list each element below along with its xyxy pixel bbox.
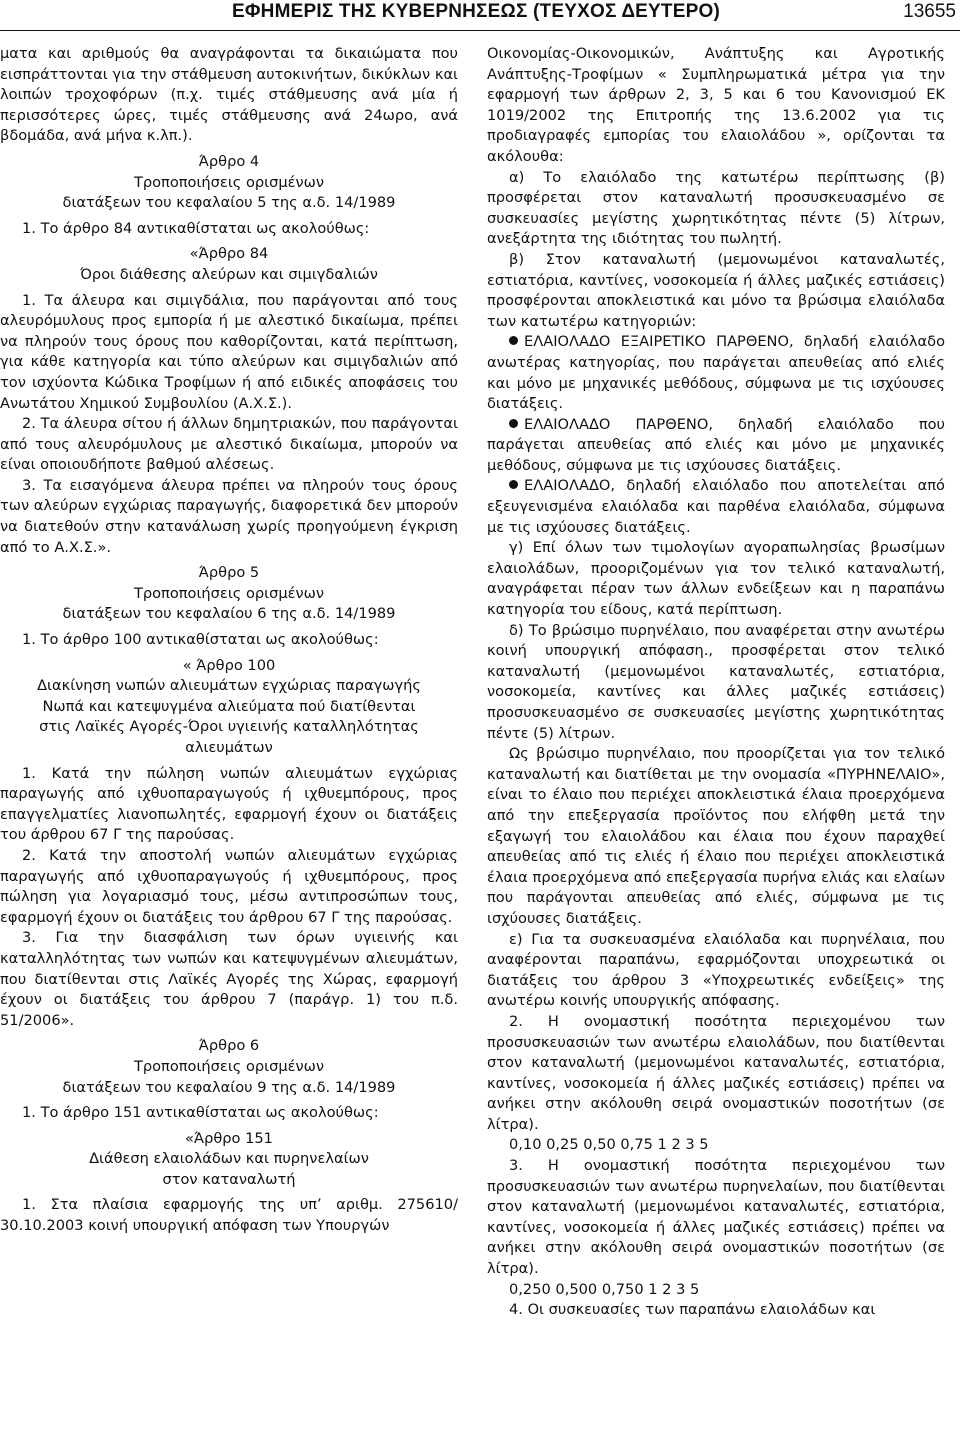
header-rule (0, 30, 960, 31)
article-subtitle: Διάθεση ελαιολάδων και πυρηνελαίων (89, 1150, 369, 1168)
article-title: Άρθρο 4 (198, 152, 260, 170)
bullet-text: ΕΛΑΙΟΛΑΔΟ ΕΞΑΙΡΕΤΙΚΟ ΠΑΡΘΕΝΟ, δηλαδή ελαιόλαδο ανωτέρας κατηγορίας, που παράγεται απευθείας από ελιές και μόνο με μηχανικές μεθόδους, σύμφωνα με τις ισχύουσες διατάξεις. (487, 333, 945, 413)
bullet-icon (509, 480, 518, 489)
article-subtitle: Όροι διάθεσης αλεύρων και σιμιγδαλιών (80, 265, 378, 283)
bullet-item (487, 332, 945, 414)
paragraph: Ως βρώσιμο πυρηνέλαιο, που προορίζεται για τον τελικό καταναλωτή και διατίθεται με την ονομασία «ΠΥΡΗΝΕΛΑΙΟ», είναι το έλαιο που περιέχει αποκλειστικά έλαια προερχόμενα από την επεξεργασία προϊόντος που ελήφθη μετά την εξαγωγή του ελαιολάδου και έλαια που έχουν παραχθεί απευθείας από τις ελιές ή έλαιο που περιέχει αποκλειστικά έλαια προερχόμενα από επεξεργασία πυρήνα ελιάς και ελαίων που παράγονται απευθείας από ελιές, σύμφωνα με τις ισχύουσες διατάξεις. (487, 745, 945, 927)
bullet-icon (509, 419, 518, 428)
paragraph: 2. Τα άλευρα σίτου ή άλλων δημητριακών, που παράγονται από τους αλευρόμυλους με αλεστικό δικαίωμα, μπορούν να είναι οποιουδήποτε βαθμού αλέσεως. (0, 415, 458, 474)
article-subtitle: στον καταναλωτή (162, 1170, 296, 1188)
paragraph: 3. Τα εισαγόμενα άλευρα πρέπει να πληρούν τους όρους των αλεύρων εγχώριας παραγωγής, διαφορετικά δεν μπορούν να διατεθούν στην κατανάλωση χωρίς προηγούμενη έγκριση από το Α.Χ.Σ.». (0, 476, 458, 556)
paragraph: 1. Το άρθρο 100 αντικαθίσταται ως ακολούθως: (22, 631, 379, 649)
paragraph: ε) Για τα συσκευασμένα ελαιόλαδα και πυρηνέλαια, που αναφέρονται παραπάνω, εφαρμόζονται υποχρεωτικά οι διατάξεις του άρθρου 3 «Υποχρεωτικές ενδείξεις» της ανωτέρω κοινής υπουργικής απόφασης. (487, 930, 945, 1010)
right-column (487, 44, 945, 1321)
bullet-icon (509, 336, 518, 345)
article-subtitle: διατάξεων του κεφαλαίου 6 της α.δ. 14/1989 (62, 605, 396, 623)
article-subtitle: Νωπά και κατεψυγμένα αλιεύματα πού διατίθενται (42, 697, 416, 715)
paragraph: 3. Η ονομαστική ποσότητα περιεχομένου των προσυσκευασιών των ανωτέρω πυρηνελαίων, που διατίθενται στον καταναλωτή (μεμονωμένοι καταναλωτές, εστιατόρια, καντίνες, νοσοκομεία ή άλλες μαζικές εστιάσεις) πρέπει να ανήκει στην ακόλουθη σειρά ονομαστικών ποσοτήτων (σε λίτρα). (487, 1157, 945, 1278)
article-title: Άρθρο 5 (198, 564, 260, 582)
paragraph: Οικονομίας-Οικονομικών, Ανάπτυξης και Αγροτικής Ανάπτυξης-Τροφίμων « Συμπληρωματικά μέτρα για την εφαρμογή των άρθρων 2, 3, 5 και 6 του Κανονισμού ΕΚ 1019/2002 της Επιτροπής της 13.6.2002 για τις προδιαγραφές εμπορίας του ελαιολάδου », ορίζονται τα ακόλουθα: (487, 45, 945, 165)
article-subtitle: Τροποποιήσεις ορισμένων (133, 584, 325, 602)
quantity-list: 0,250 0,500 0,750 1 2 3 5 (509, 1280, 700, 1298)
paragraph: δ) Το βρώσιμο πυρηνέλαιο, που αναφέρεται στην ανωτέρω κοινή υπουργική απόφαση., προσφέρεται στον τελικό καταναλωτή (μεμονωμένοι καταναλωτές, εστιατόρια, νοσοκομεία, καντίνες και άλλες μαζικές εστιάσεις) προσυσκευασμένο σε συσκευασίες μεγίστης χωρητικότητας πέντε (5) λίτρων. (487, 621, 945, 742)
quantity-list: 0,10 0,25 0,50 0,75 1 2 3 5 (509, 1136, 709, 1154)
paragraph: 2. Κατά την αποστολή νωπών αλιευμάτων εγχώριας παραγωγής από ιχθυοπαραγωγούς ή ιχθυεμπόρους, προς πώληση για λογαριασμό τους, μέσω αντιπροσώπων τους, εφαρμογή έχουν οι διατάξεις του άρθρου 67 Γ της παρούσας. (0, 846, 458, 926)
article-subtitle: Τροποποιήσεις ορισμένων (133, 173, 325, 191)
paragraph: 1. Κατά την πώληση νωπών αλιευμάτων εγχώριας παραγωγής από ιχθυοπαραγωγούς ή ιχθυεμπόρους, προς επαγγελματίες λιανοπωλητές, εφαρμογή έχουν οι διατάξεις του άρθρου 67 Γ της παρούσας. (0, 764, 458, 844)
article-subtitle: διατάξεων του κεφαλαίου 9 της α.δ. 14/1989 (62, 1078, 396, 1096)
article-subtitle: αλιευμάτων (185, 739, 273, 756)
bullet-text: ΕΛΑΙΟΛΑΔΟ, δηλαδή ελαιόλαδο που αποτελείται από εξευγενισμένα ελαιόλαδα και παρθένα ελαιόλαδα, σύμφωνα με τις ισχύουσες διατάξεις. (487, 477, 945, 536)
article-subtitle: στις Λαϊκές Αγορές-Όροι υγιεινής καταλληλότητας (39, 718, 419, 736)
paragraph: 2. Η ονομαστική ποσότητα περιεχομένου των προσυσκευασιών των ανωτέρω ελαιολάδων, που διατίθενται στον καταναλωτή (μεμονωμένοι καταναλωτές, εστιατόρια, καντίνες, νοσοκομεία ή άλλες μαζικές εστιάσεις) πρέπει να ανήκει στην ακόλουθη σειρά ονομαστικών ποσοτήτων (σε λίτρα). (487, 1012, 945, 1133)
paragraph: 3. Για την διασφάλιση των όρων υγιεινής και καταλληλότητας των νωπών και κατεψυγμένων αλιευμάτων, που διατίθενται στις Λαϊκές Αγορές της Χώρας, εφαρμογή έχουν οι διατάξεις του άρθρου 7 (παράγρ. 1) του π.δ. 51/2006». (0, 929, 458, 1029)
paragraph: 1. Τα άλευρα και σιμιγδάλια, που παράγονται από τους αλευρόμυλους προς εμπορία ή με αλεστικό δικαίωμα, πρέπει να πληρούν τους όρους που καθορίζονται, κατά περίπτωση, για κάθε κατηγορία και τύπο αλεύρων και σιμιγδαλιών από τον ισχύοντα Κώδικα Τροφίμων ή από ειδικές αποφάσεις του Ανωτάτου Χημικού Συμβουλίου (Α.Χ.Σ.). (0, 291, 458, 412)
article-subtitle: Τροποποιήσεις ορισμένων (133, 1057, 325, 1075)
article-title: Άρθρο 6 (198, 1037, 260, 1055)
paragraph: 4. Οι συσκευασίες των παραπάνω ελαιολάδων και (509, 1301, 876, 1319)
article-title: « Άρθρο 100 (182, 656, 276, 674)
page-header (0, 0, 960, 34)
article-subtitle: διατάξεων του κεφαλαίου 5 της α.δ. 14/1989 (62, 194, 396, 212)
article-subtitle: Διακίνηση νωπών αλιευμάτων εγχώριας παραγωγής (37, 677, 421, 695)
paragraph: ματα και αριθμούς θα αναγράφονται τα δικαιώματα που εισπράττονται για την στάθμευση αυτοκινήτων, δικύκλων και λοιπών τροχοφόρων (π.χ. τιμές στάθμευσης ανά μία ή περισσότερες ώρες, τιμές στάθμευσης ανά 24ωρο, ανά βδομάδα, ανά μήνα κ.λπ.). (0, 45, 458, 145)
bullet-text: ΕΛΑΙΟΛΑΔΟ ΠΑΡΘΕΝΟ, δηλαδή ελαιόλαδο που παράγεται απευθείας από ελιές και μόνο με μηχανικές μεθόδους, σύμφωνα με τις ισχύουσες διατάξεις. (487, 415, 945, 474)
bullet-item (487, 476, 945, 538)
page-number: 13655 (903, 1, 956, 22)
article-title: «Άρθρο 151 (185, 1129, 273, 1147)
bullet-item (487, 415, 945, 477)
gazette-title: ΕΦΗΜΕΡΙΣ ΤΗΣ ΚΥΒΕΡΝΗΣΕΩΣ (ΤΕΥΧΟΣ ΔΕΥΤΕΡΟ) (232, 1, 720, 22)
paragraph: γ) Επί όλων των τιμολογίων αγοραπωλησίας βρωσίμων ελαιολάδων, προοριζομένων για τον τελικό καταναλωτή, αναγράφεται πέραν των άλλων ενδείξεων και η παραπάνω κατηγορία του είδους, κατά περίπτωση. (487, 539, 945, 619)
left-column (0, 44, 458, 1237)
paragraph: α) Το ελαιόλαδο της κατωτέρω περίπτωσης (β) προσφέρεται στον καταναλωτή προσυσκευασμένο σε συσκευασίες μεγίστης χωρητικότητας πέντε (5) λίτρων, ανεξάρτητα της ιδιότητας του πωλητή. (487, 168, 945, 248)
article-title: «Άρθρο 84 (189, 245, 269, 263)
paragraph: 1. Στα πλαίσια εφαρμογής της υπ’ αριθμ. 275610/ 30.10.2003 κοινή υπουργική απόφαση των Υπουργών (0, 1196, 458, 1235)
paragraph: 1. Το άρθρο 151 αντικαθίσταται ως ακολούθως: (22, 1104, 379, 1122)
paragraph: 1. Το άρθρο 84 αντικαθίσταται ως ακολούθως: (22, 219, 370, 237)
paragraph: β) Στον καταναλωτή (μεμονωμένοι καταναλωτές, εστιατόρια, καντίνες, νοσοκομεία ή άλλες μαζικές εστιάσεις) προσφέρονται αποκλειστικά και μόνο τα βρώσιμα ελαιόλαδα των κατωτέρω κατηγοριών: (487, 250, 945, 330)
